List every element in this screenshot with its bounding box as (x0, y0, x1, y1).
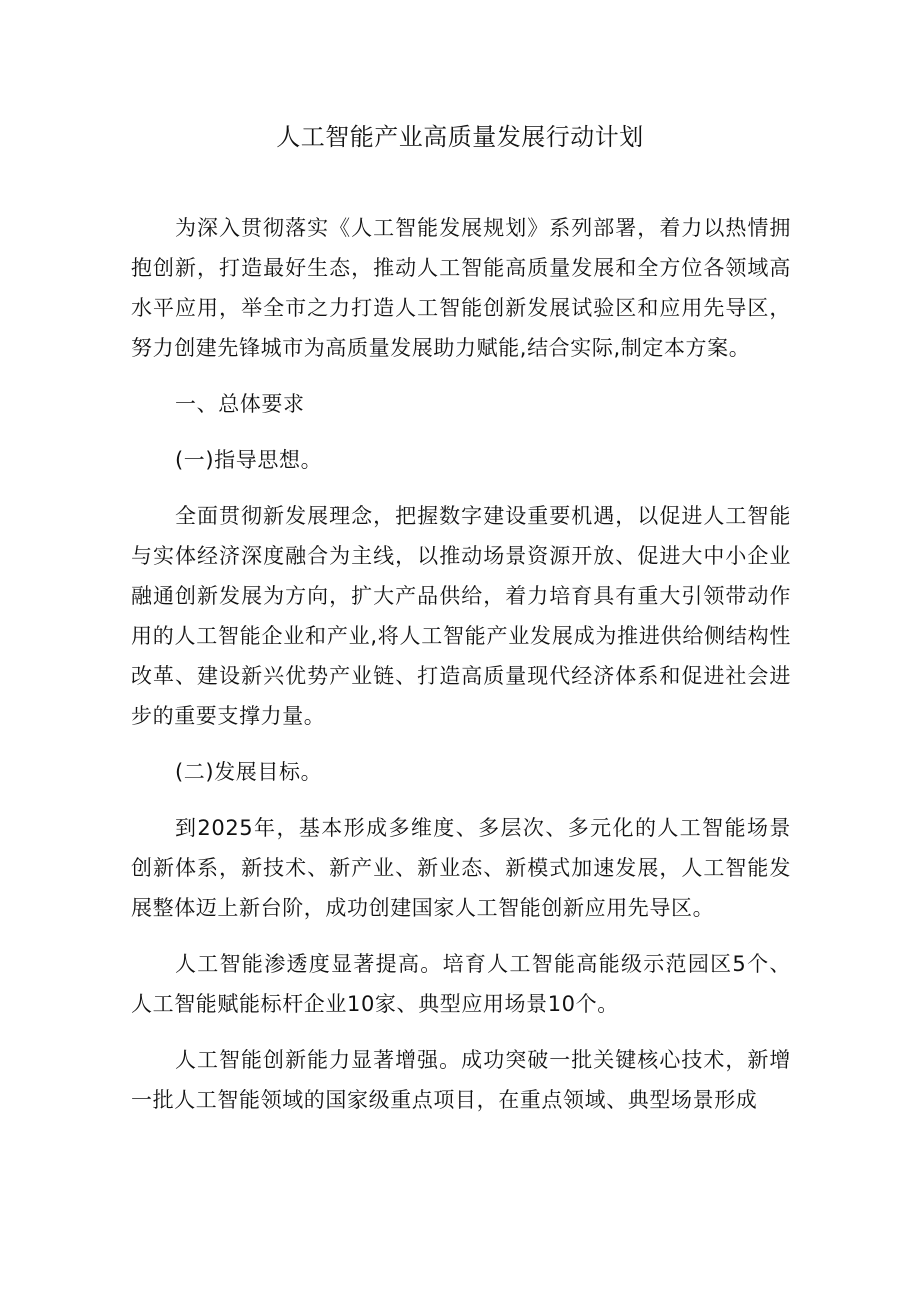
intro-paragraph: 为深入贯彻落实《人工智能发展规划》系列部署，着力以热情拥抱创新，打造最好生态，推动人工智能高质量发展和全方位各领域高水平应用，举全市之力打造人工智能创新发展试验区和应用先导区，努力创建先锋城市为高质量发展助力赋能,结合实际,制定本方案。 (131, 216, 791, 360)
document-title: 人工智能产业高质量发展行动计划 (276, 123, 644, 151)
document-body (131, 208, 791, 1120)
penetration-goal-paragraph: 人工智能渗透度显著提高。培育人工智能高能级示范园区5个、人工智能赋能标杆企业10家、典型应用场景10个。 (131, 952, 791, 1016)
section-heading-general-requirements: 一、总体要求 (175, 392, 305, 416)
subsection-heading-development-goals: (二)发展目标。 (175, 760, 323, 784)
goals-overview-paragraph: 到2025年，基本形成多维度、多层次、多元化的人工智能场景创新体系，新技术、新产业、新业态、新模式加速发展，人工智能发展整体迈上新台阶，成功创建国家人工智能创新应用先导区。 (131, 816, 791, 920)
guiding-ideology-paragraph: 全面贯彻新发展理念，把握数字建设重要机遇，以促进人工智能与实体经济深度融合为主线，以推动场景资源开放、促进大中小企业融通创新发展为方向，扩大产品供给，着力培育具有重大引领带动作用的人工智能企业和产业,将人工智能产业发展成为推进供给侧结构性改革、建设新兴优势产业链、打造高质量现代经济体系和促进社会进步的重要支撑力量。 (131, 504, 791, 728)
innovation-goal-paragraph: 人工智能创新能力显著增强。成功突破一批关键核心技术，新增一批人工智能领域的国家级重点项目，在重点领域、典型场景形成 (131, 1048, 791, 1112)
subsection-heading-guiding-ideology: (一)指导思想。 (175, 448, 323, 472)
